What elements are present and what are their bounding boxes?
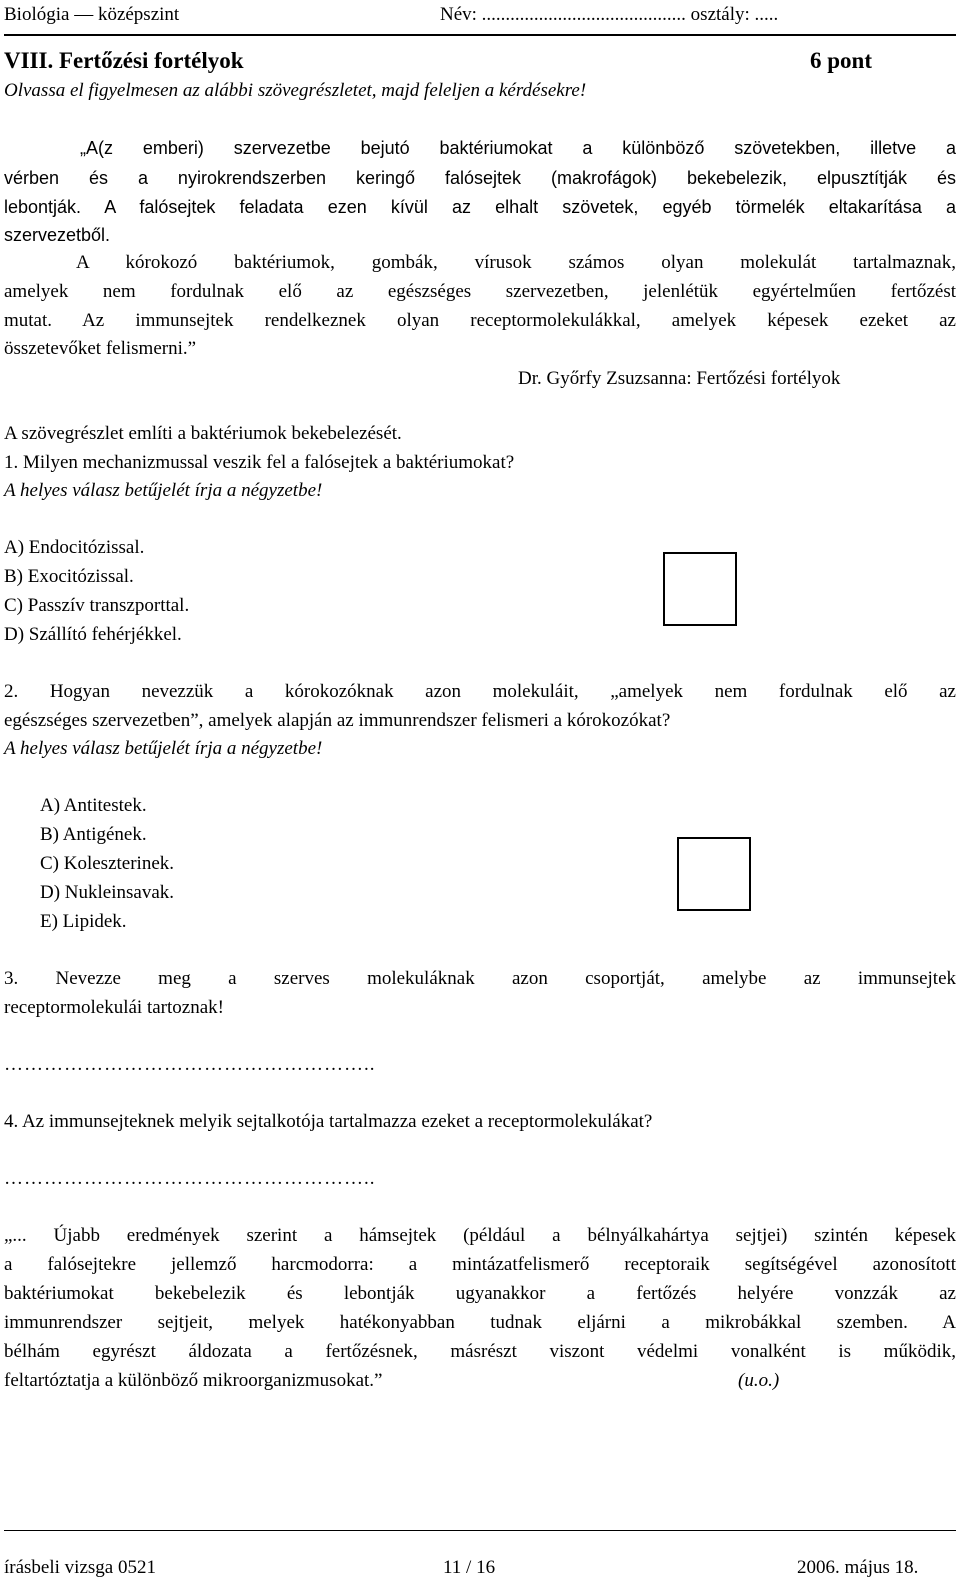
footer-rule [4,1530,956,1531]
passage1-line: mutat. Az immunsejtek rendelkeznek olyan receptormolekulákkal, amelyek képesek ezeket az [4,310,956,331]
passage2-source: (u.o.) [738,1370,780,1391]
header-name-field: Név: ........................................... osztály: ..... [440,4,779,25]
passage1-line: „A(z emberi) szervezetbe bejutó baktériumokat a különböző szövetekben, illetve a [80,138,956,158]
q2-answer-box[interactable] [677,837,751,911]
q2-option: D) Nukleinsavak. [40,882,175,903]
intro-text: A szövegrészlet említi a baktériumok bekebelezését. [4,423,402,444]
section-instruction: Olvassa el figyelmesen az alábbi szövegrészletet, majd feleljen a kérdésekre! [4,80,587,101]
q3-answer-line[interactable]: ……………………………………………….. [4,1054,376,1075]
passage2-line: immunrendszer sejtjeit, melyek hatékonyabban tudnak eljárni a mikrobákkal szemben. A [4,1312,956,1333]
q2-instruction: A helyes válasz betűjelét írja a négyzetbe! [4,738,323,759]
passage1-line: A kórokozó baktériumok, gombák, vírusok számos olyan molekulát tartalmaznak, [76,252,956,273]
passage1-line: szervezetből. [4,225,111,245]
header-rule [4,34,956,36]
passage1-line: amelyek nem fordulnak elő az egészséges szervezetben, jelenlétük egyértelműen fertőzést [4,281,956,302]
section-title: VIII. Fertőzési fortélyok [4,48,244,73]
passage1-line: összetevőket felismerni.” [4,338,197,359]
passage1-line: lebontják. A falósejtek feladata ezen kívül az elhalt szövetek, egyéb törmelék eltakarítása a [4,197,956,217]
q1-option: B) Exocitózissal. [4,566,134,587]
footer-exam: írásbeli vizsga 0521 [4,1557,156,1578]
footer-page-number: 11 / 16 [443,1557,496,1578]
passage2-line: „... Újabb eredmények szerint a hámsejtek (például a bélnyálkahártya sejtjei) szintén képesek [4,1225,956,1246]
passage2-line: feltartóztatja a különböző mikroorganizmusokat.” [4,1370,383,1391]
q1-answer-box[interactable] [663,552,737,626]
q4-answer-line[interactable]: ……………………………………………….. [4,1168,376,1189]
q1-option: D) Szállító fehérjékkel. [4,624,182,645]
footer-date: 2006. május 18. [797,1557,919,1578]
section-points: 6 pont [810,48,872,73]
q4-question: 4. Az immunsejteknek melyik sejtalkotója tartalmazza ezeket a receptormolekulákat? [4,1111,653,1132]
passage1-source: Dr. Győrfy Zsuzsanna: Fertőzési fortélyok [518,368,841,389]
q1-option: C) Passzív transzporttal. [4,595,190,616]
q1-question: 1. Milyen mechanizmussal veszik fel a falósejtek a baktériumokat? [4,452,515,473]
q2-option: C) Koleszterinek. [40,853,175,874]
q2-option: B) Antigének. [40,824,147,845]
passage2-line: baktériumokat bekebelezik és lebontják ugyanakkor a fertőzés helyére vonzzák az [4,1283,956,1304]
q2-option: E) Lipidek. [40,911,127,932]
q2-option: A) Antitestek. [40,795,147,816]
passage1-line: vérben és a nyirokrendszerben keringő falósejtek (makrofágok) bekebelezik, elpusztítják és [4,168,956,188]
q2-question-line: 2. Hogyan nevezzük a kórokozóknak azon molekuláit, „amelyek nem fordulnak elő az [4,681,956,702]
q1-option: A) Endocitózissal. [4,537,145,558]
q3-question-line: receptormolekulái tartoznak! [4,997,224,1018]
q2-question-line: egészséges szervezetben”, amelyek alapján az immunrendszer felismeri a kórokozókat? [4,710,671,731]
passage2-line: bélhám egyrészt áldozata a fertőzésnek, másrészt viszont védelmi vonalként is működik, [4,1341,956,1362]
header-subject: Biológia — középszint [4,4,180,25]
q1-instruction: A helyes válasz betűjelét írja a négyzetbe! [4,480,323,501]
q3-question-line: 3. Nevezze meg a szerves molekuláknak azon csoportját, amelybe az immunsejtek [4,968,956,989]
passage2-line: a falósejtekre jellemző harcmodorra: a mintázatfelismerő receptoraik segítségével azonosított [4,1254,956,1275]
